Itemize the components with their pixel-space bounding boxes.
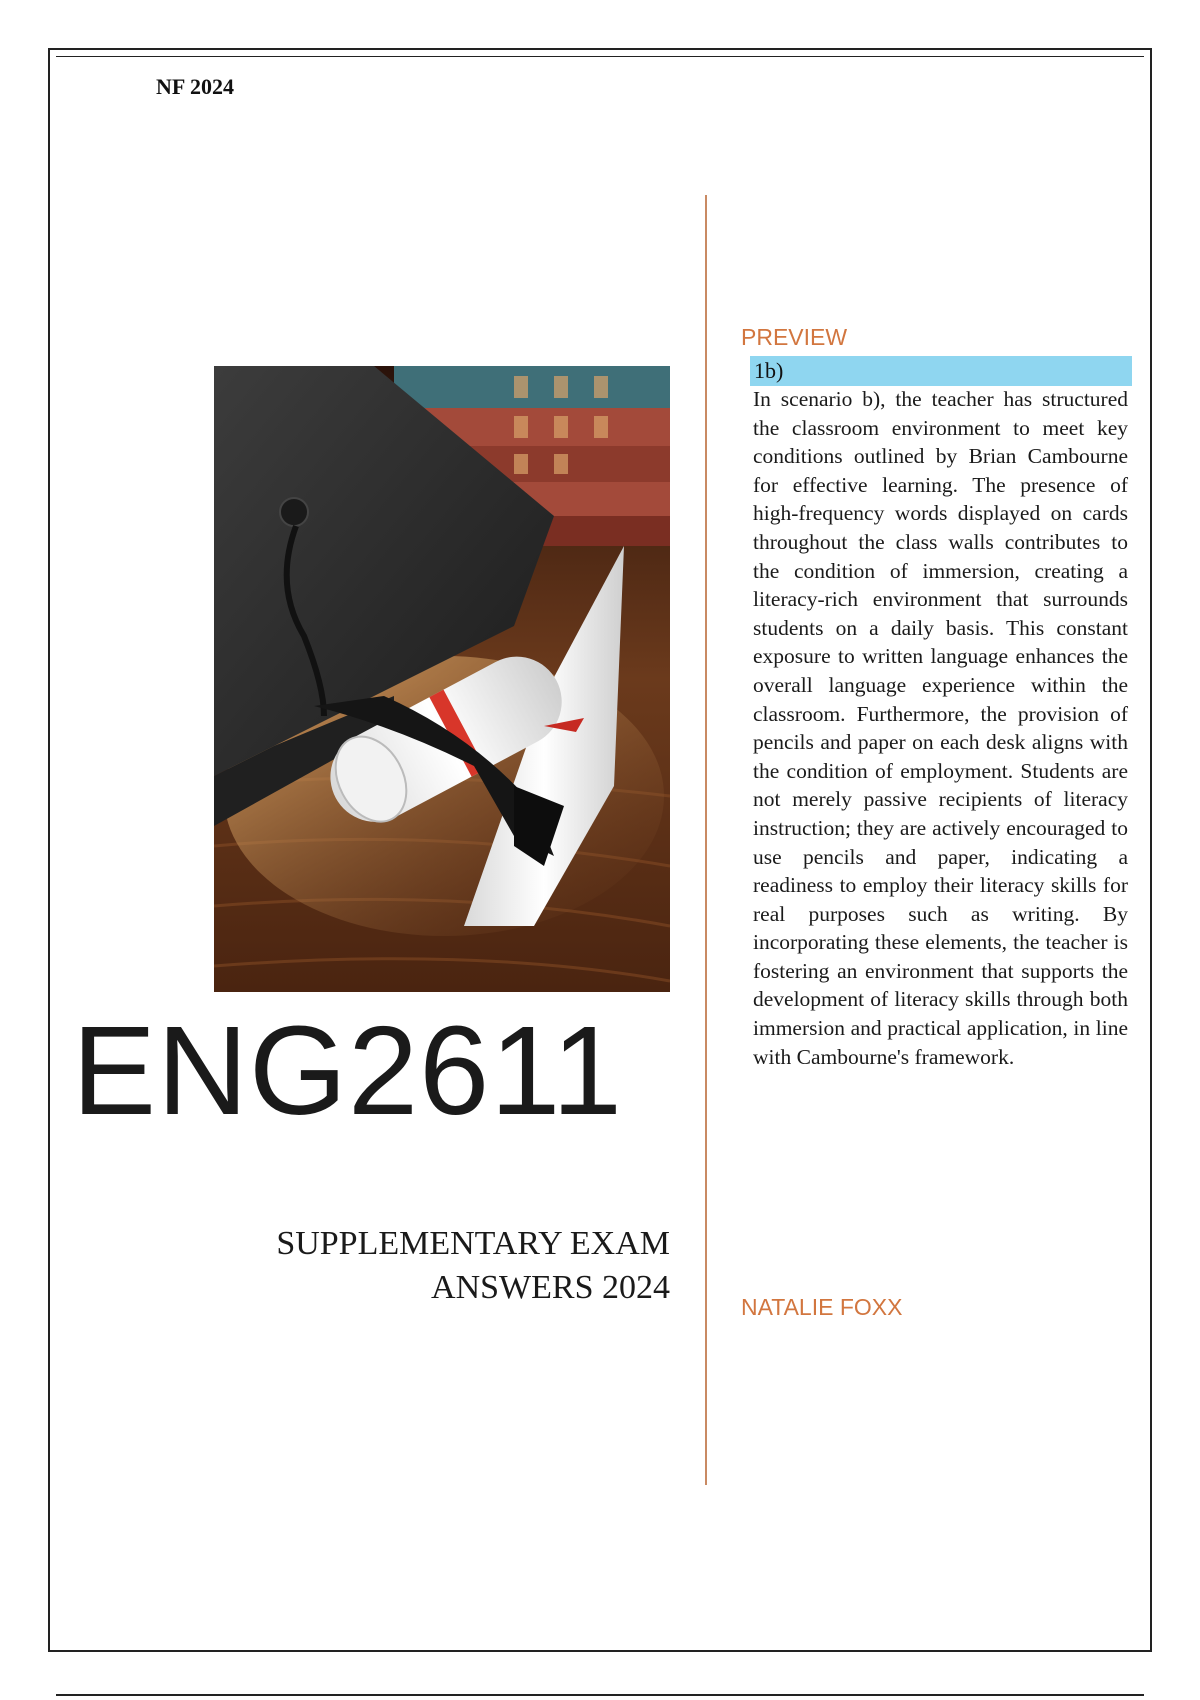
header-tag: NF 2024 <box>156 74 235 99</box>
page-border-inner-rule <box>56 56 1144 57</box>
author-name: NATALIE FOXX <box>741 1294 903 1320</box>
cover-subtitle <box>150 1222 670 1310</box>
question-label: 1b) <box>750 356 1132 386</box>
answer-text: In scenario b), the teacher has structured the classroom environment to meet key conditions outlined by Brian Cambourne for effective learning. The presence of high-frequency words displayed on cards throughout the class walls contributes to the condition of immersion, creating a literacy-rich environment that surrounds students on a daily basis. This constant exposure to written language enhances the overall language experience within the classroom. Furthermore, the provision of pencils and paper on each desk aligns with the condition of employment. Students are not merely passive recipients of literacy instruction; they are actively encouraged to use pencils and paper, indicating a readiness to employ their literacy skills for real purposes such as writing. By incorporating these elements, the teacher is fostering an environment that supports the development of literacy skills through both immersion and practical application, in line with Cambourne's framework. <box>753 387 1128 1069</box>
footer-rule <box>56 1694 1144 1696</box>
course-code: ENG2611 <box>72 1000 623 1141</box>
subtitle-line-1: SUPPLEMENTARY EXAM <box>276 1225 670 1262</box>
graduation-cap-diploma-image <box>214 366 670 992</box>
preview-label: PREVIEW <box>741 324 848 350</box>
vertical-divider <box>705 195 707 1485</box>
subtitle-line-2: ANSWERS 2024 <box>431 1269 670 1306</box>
